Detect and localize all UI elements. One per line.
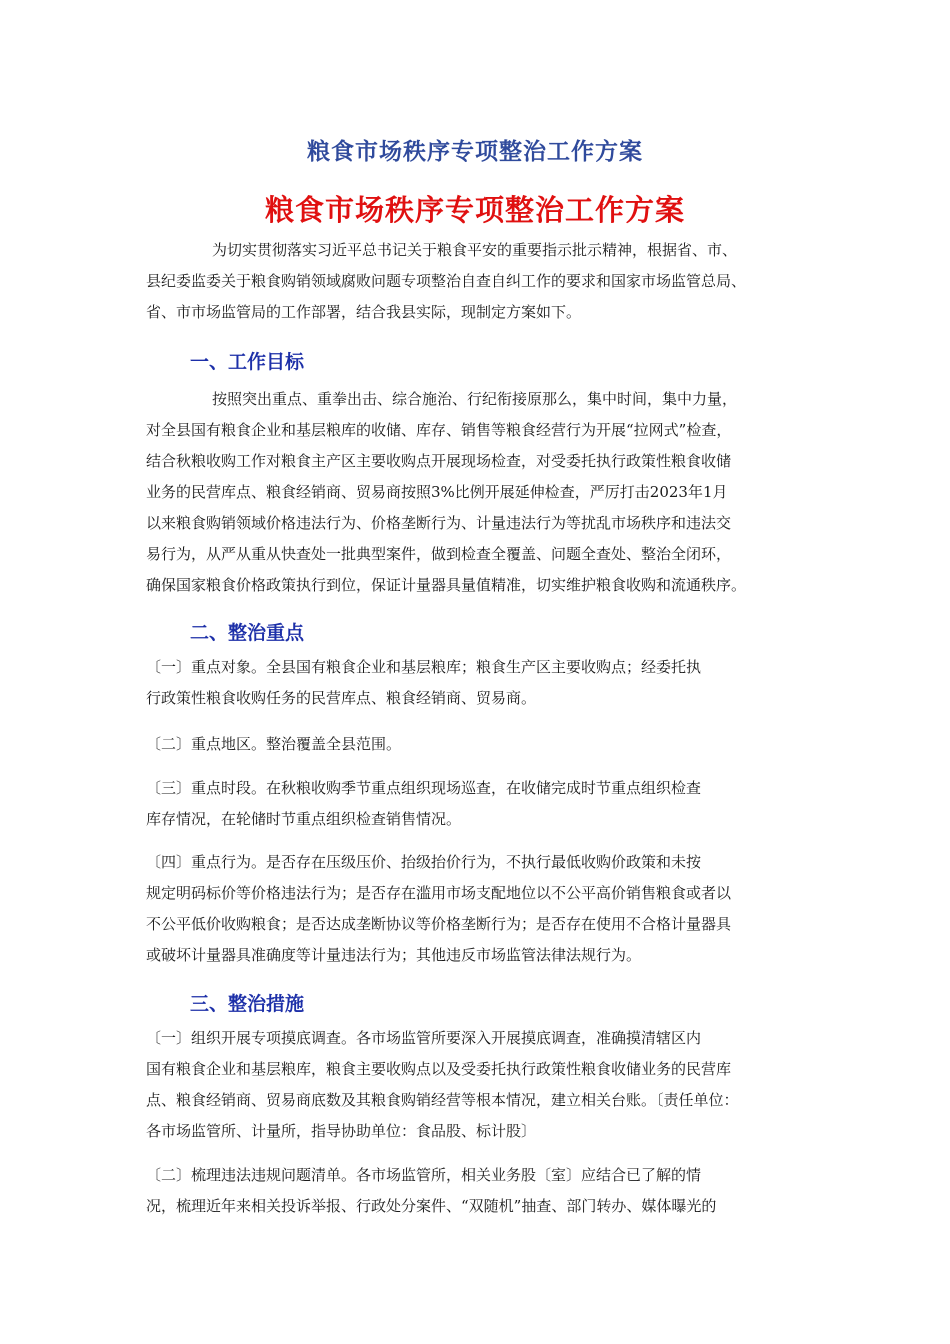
header-title: 粮食市场秩序专项整治工作方案 (307, 139, 643, 165)
text-line: 行政策性粮食收购任务的民营库点、粮食经销商、贸易商。 (146, 689, 537, 707)
main-title: 粮食市场秩序专项整治工作方案 (264, 193, 685, 227)
section2-item-1 (146, 652, 808, 714)
text-line: 点、粮食经销商、贸易商底数及其粮食购销经营等根本情况，建立相关台账。〔责任单位： (146, 1091, 739, 1109)
text-line: 〔一〕重点对象。全县国有粮食企业和基层粮库；粮食生产区主要收购点；经委托执 (146, 658, 702, 676)
text-line: 省、市市场监管局的工作部署，结合我县实际，现制定方案如下。 (146, 303, 582, 321)
text-line: 〔二〕重点地区。整治覆盖全县范围。 (146, 735, 402, 753)
text-line: 或破坏计量器具准确度等计量违法行为；其他违反市场监管法律法规行为。 (146, 946, 642, 964)
text-line: 〔一〕组织开展专项摸底调查。各市场监管所要深入开展摸底调查，准确摸清辖区内 (146, 1029, 702, 1047)
text-line: 结合秋粮收购工作对粮食主产区主要收购点开展现场检查，对受委托执行政策性粮食收储 (146, 452, 732, 470)
section-heading-2: 二、整治重点 (190, 622, 305, 644)
section2-item-4 (146, 847, 808, 971)
text-line: 规定明码标价等价格违法行为；是否存在滥用市场支配地位以不公平高价销售粮食或者以 (146, 884, 732, 902)
text-line: 县纪委监委关于粮食购销领域腐败问题专项整治自查自纠工作的要求和国家市场监管总局、 (146, 272, 747, 290)
section3-item-2 (146, 1160, 808, 1222)
section-heading-1: 一、工作目标 (190, 351, 305, 373)
text-line: 各市场监管所、计量所，指导协助单位：食品股、标计股〕 (146, 1122, 537, 1140)
text-line: 〔三〕重点时段。在秋粮收购季节重点组织现场巡查，在收储完成时节重点组织检查 (146, 779, 702, 797)
text-line: 对全县国有粮食企业和基层粮库的收储、库存、销售等粮食经营行为开展“拉网式”检查， (146, 421, 732, 439)
text-line: 业务的民营库点、粮食经销商、贸易商按照3%比例开展延伸检查，严厉打击2023年1月 (146, 483, 728, 501)
text-line: 易行为，从严从重从快查处一批典型案件，做到检查全覆盖、问题全查处、整治全闭环， (146, 545, 732, 563)
text-line: 况，梳理近年来相关投诉举报、行政处分案件、“双随机”抽查、部门转办、媒体曝光的 (146, 1197, 717, 1215)
text-line: 确保国家粮食价格政策执行到位，保证计量器具量值精准，切实维护粮食收购和流通秩序。 (146, 576, 747, 594)
section3-item-1 (146, 1023, 808, 1147)
text-line: 国有粮食企业和基层粮库，粮食主要收购点以及受委托执行政策性粮食收储业务的民营库 (146, 1060, 732, 1078)
text-line: 为切实贯彻落实习近平总书记关于粮食平安的重要指示批示精神，根据省、市、 (212, 241, 738, 259)
section2-item-2 (146, 729, 808, 760)
text-line: 以来粮食购销领域价格违法行为、价格垄断行为、计量违法行为等扰乱市场秩序和违法交 (146, 514, 732, 532)
section1-paragraph (146, 384, 808, 601)
text-line: 库存情况，在轮储时节重点组织检查销售情况。 (146, 810, 462, 828)
text-line: 〔二〕梳理违法违规问题清单。各市场监管所，相关业务股〔室〕应结合已了解的情 (146, 1166, 702, 1184)
intro-paragraph (146, 235, 808, 328)
section-heading-3: 三、整治措施 (190, 993, 305, 1015)
section2-item-3 (146, 773, 808, 835)
text-line: 〔四〕重点行为。是否存在压级压价、抬级抬价行为，不执行最低收购价政策和未按 (146, 853, 702, 871)
text-line: 不公平低价收购粮食；是否达成垄断协议等价格垄断行为；是否存在使用不合格计量器具 (146, 915, 732, 933)
text-line: 按照突出重点、重拳出击、综合施治、行纪衔接原那么，集中时间，集中力量， (212, 390, 738, 408)
